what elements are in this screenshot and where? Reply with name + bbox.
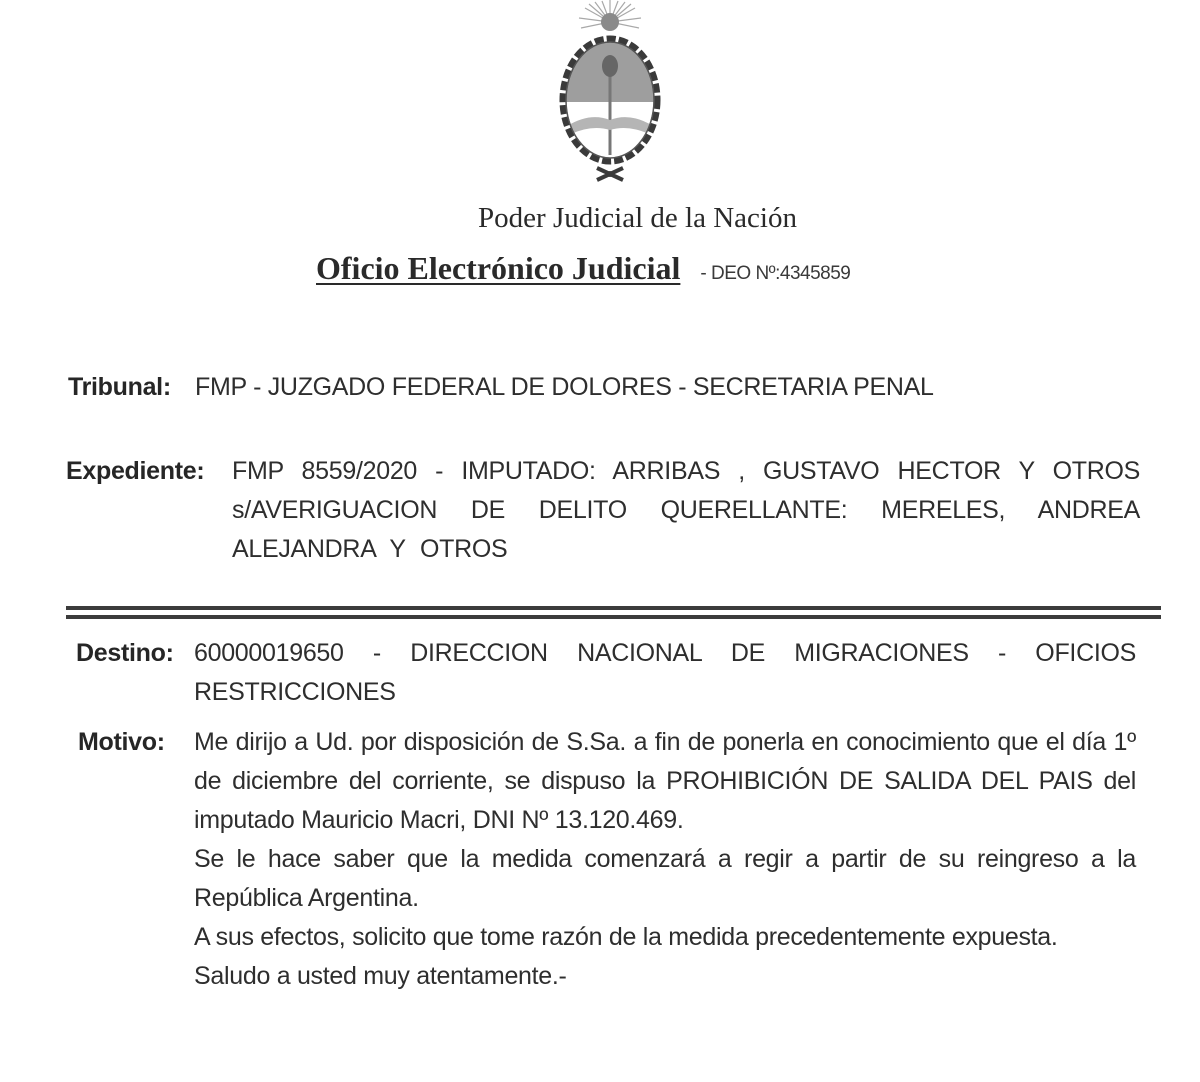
tribunal-value: FMP - JUZGADO FEDERAL DE DOLORES - SECRETARIA PENAL (195, 373, 934, 401)
motivo-paragraph: Se le hace saber que la medida comenzará a regir a partir de su reingreso a la República Argentina. (194, 845, 1136, 912)
destino-field (76, 634, 1176, 714)
expediente-line: s/AVERIGUACION DE DELITO QUERELLANTE: MERELES, ANDREA (232, 496, 1140, 524)
expediente-line: FMP 8559/2020 - IMPUTADO: ARRIBAS , GUSTAVO HECTOR Y OTROS (232, 457, 1140, 485)
tribunal-field (68, 368, 1168, 408)
document-title: Oficio Electrónico Judicial (316, 250, 681, 286)
destino-line: RESTRICCIONES (194, 678, 396, 706)
destino-value (194, 634, 1136, 712)
destino-line: 60000019650 - DIRECCION NACIONAL DE MIGRACIONES - OFICIOS (194, 639, 1136, 667)
coat-of-arms-icon (545, 0, 675, 185)
expediente-value (232, 452, 1140, 569)
divider (66, 606, 1161, 610)
expediente-field (66, 452, 1166, 572)
motivo-paragraph: Me dirijo a Ud. por disposición de S.Sa. a fin de ponerla en conocimiento que el día 1º de diciembre del corriente, se dispuso la PROHIBICIÓN DE SALIDA DEL PAIS del imputado Mauricio Macri, DNI Nº 13.120.469. (194, 728, 1136, 834)
expediente-label: Expediente: (66, 457, 205, 485)
motivo-label: Motivo: (78, 728, 165, 756)
motivo-paragraph: A sus efectos, solicito que tome razón de la medida precedentemente expuesta. (194, 923, 1058, 951)
motivo-field (78, 723, 1178, 1043)
motivo-body (194, 723, 1136, 996)
institution-name: Poder Judicial de la Nación (478, 202, 797, 234)
expediente-line: ALEJANDRA Y OTROS (232, 535, 508, 563)
document-title-row (316, 250, 850, 287)
deo-number: - DEO Nº:4345859 (700, 263, 851, 284)
divider (66, 615, 1161, 619)
motivo-closing: Saludo a usted muy atentamente.- (194, 962, 567, 990)
tribunal-label: Tribunal: (68, 373, 171, 401)
destino-label: Destino: (76, 639, 174, 667)
